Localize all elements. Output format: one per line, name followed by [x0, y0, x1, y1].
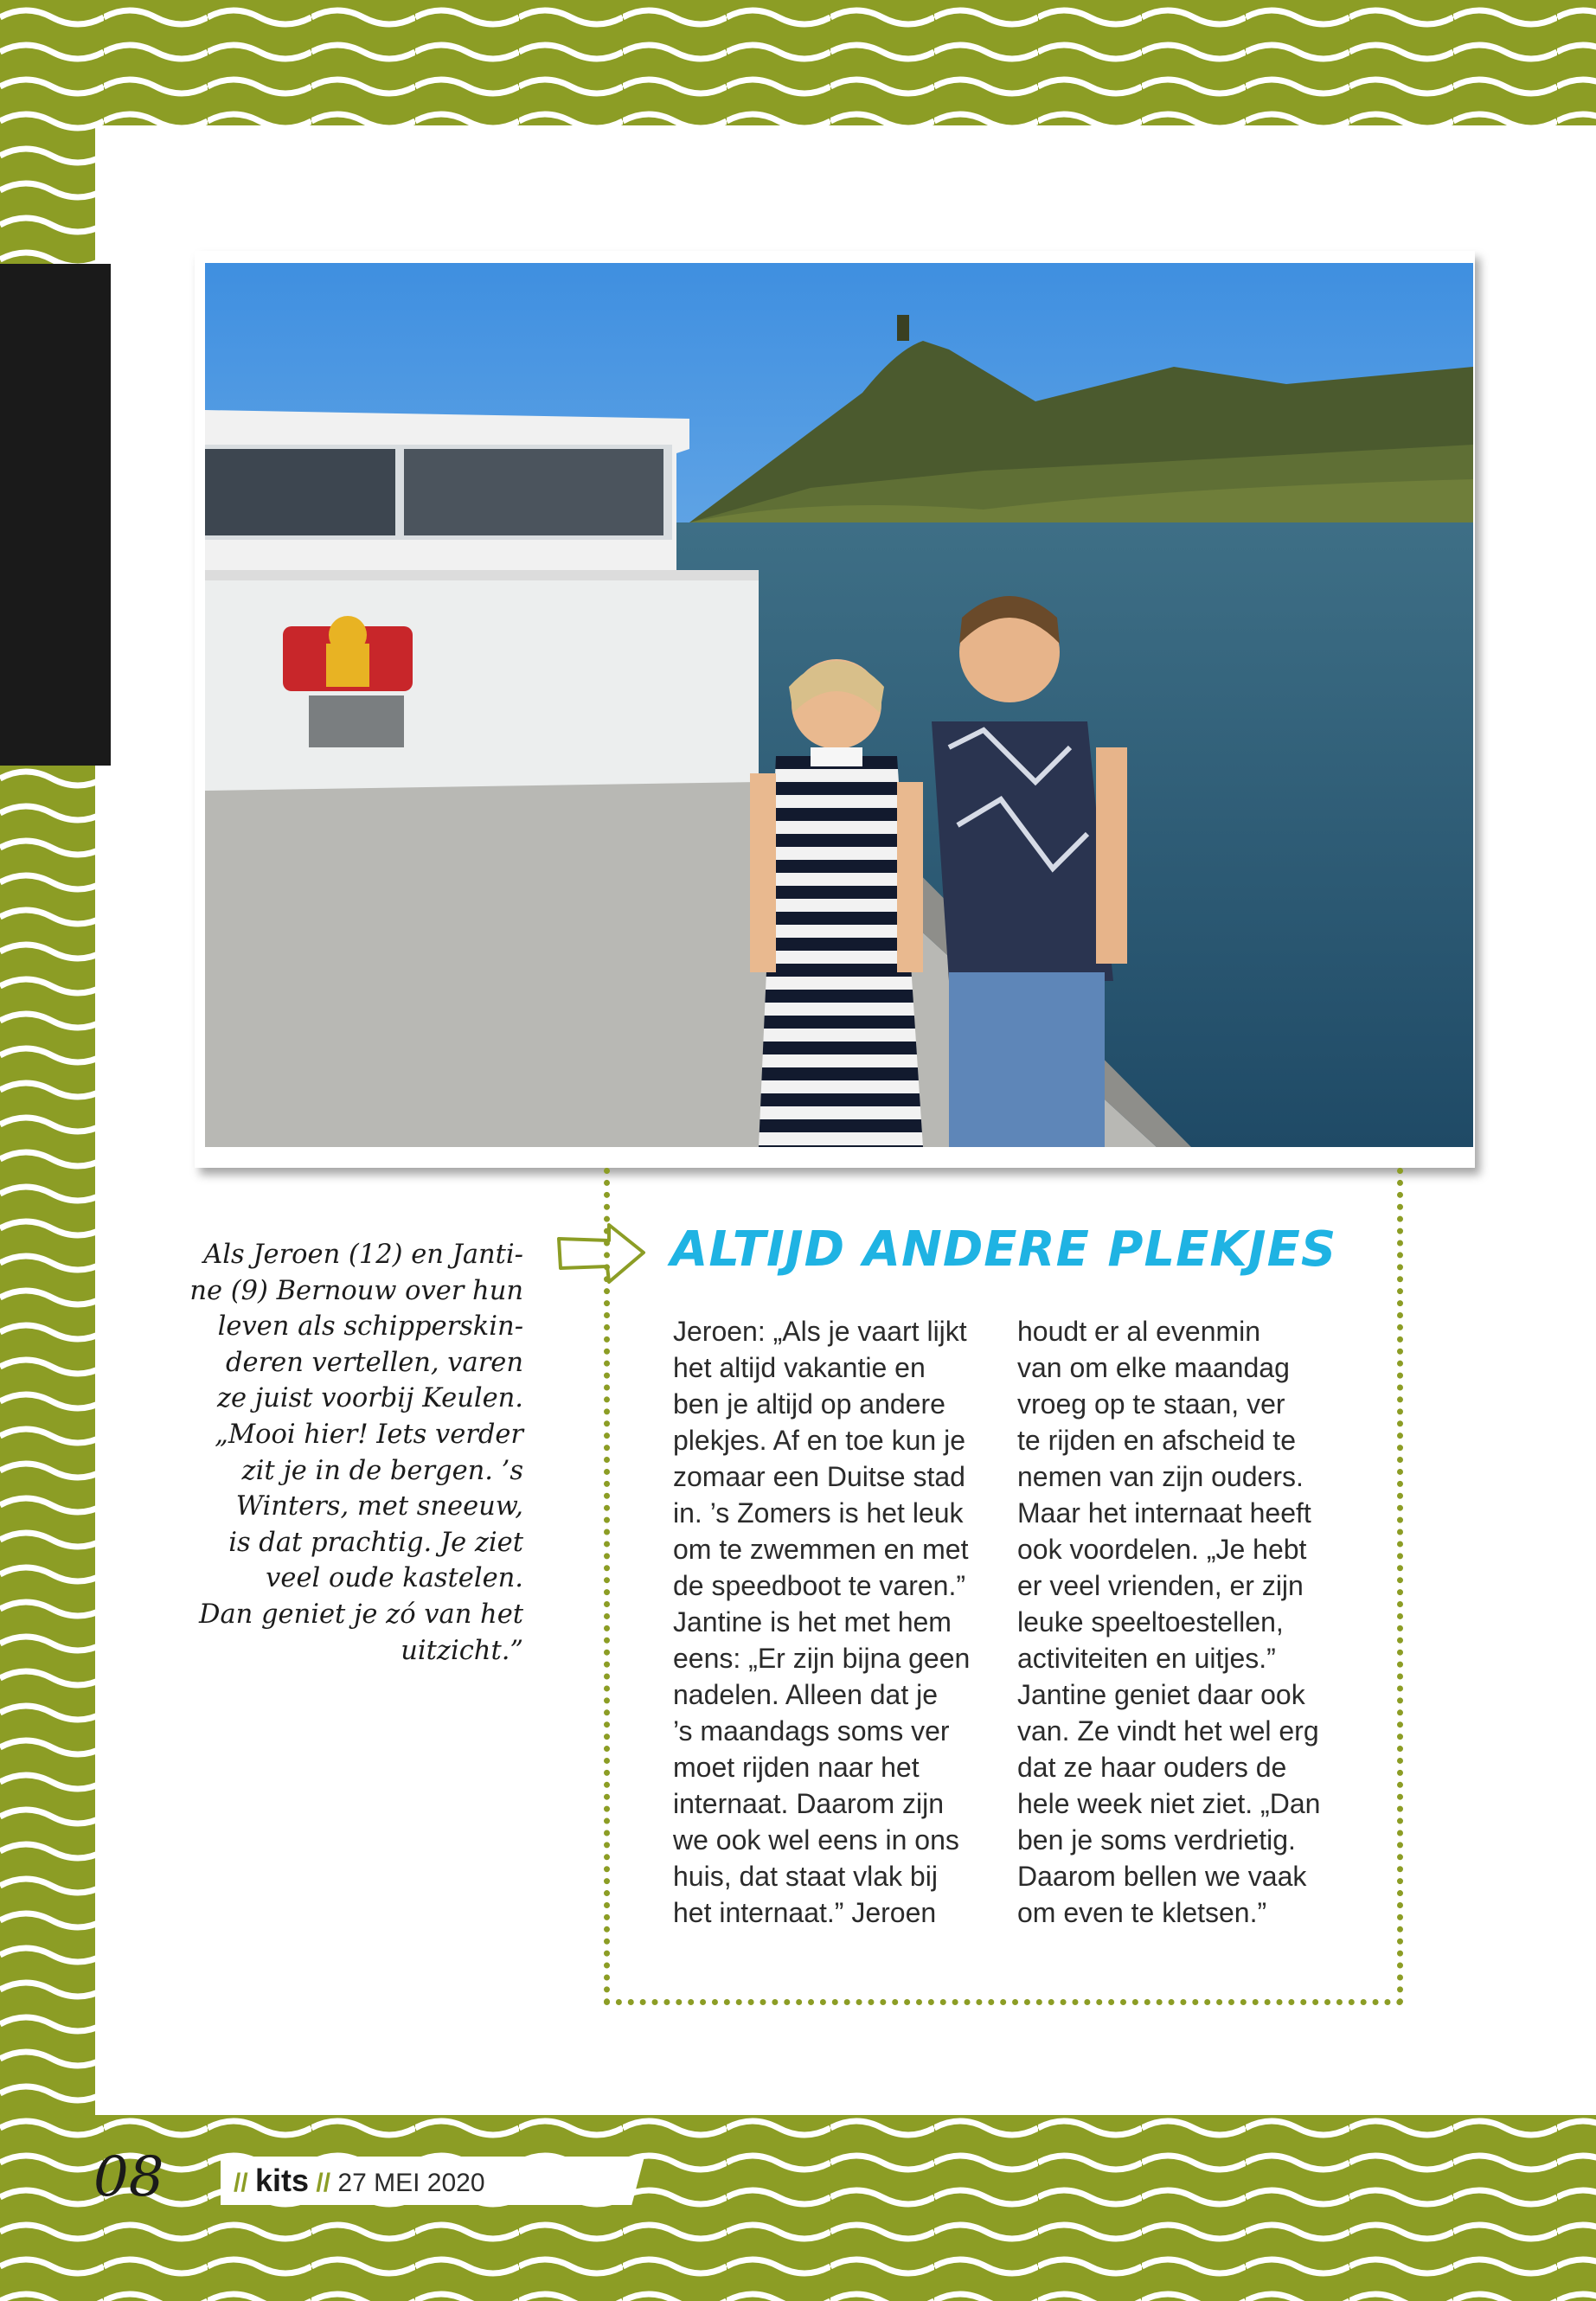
coat-of-arms-icon	[283, 616, 413, 691]
footer-date: 27 MEI 2020	[337, 2169, 485, 2197]
footer-brand: kits	[255, 2163, 310, 2198]
article-column-1: Jeroen: „Als je vaart lijkt het altijd vakantie en ben je altijd op andere plekjes. Af en toe kun je zomaar een Duitse stad in. ’s Zomers is het leuk om te zwemmen en met de speedboot te varen.” Jantine is het met hem eens: „Er zijn bijna geen nadelen. Alleen dat je ’s maandags soms ver moet rijden naar het internaat. Daarom zijn we ook wel eens in ons huis, dat staat vlak bij het internaat.” Jeroen	[673, 1316, 971, 1928]
photo-frame	[195, 251, 1475, 1168]
article-heading: ALTIJD ANDERE PLEKJES	[670, 1221, 1337, 1278]
footer-separator: //	[316, 2169, 331, 2197]
article-column-2: houdt er al evenmin van om elke maandag vroeg op te staan, ver te rijden en afscheid te nemen van zijn ouders. Maar het internaat heeft ook voordelen. „Je hebt er veel vrienden, er zijn leuke speeltoestellen, activiteiten en uitjes.” Jantine geniet daar ook van. Ze vindt het wel erg dat ze haar ouders de hele week niet ziet. „Dan ben je soms verdrietig. Daarom bellen we vaak om even te kletsen.”	[1017, 1316, 1321, 1928]
photo-children-on-ship	[205, 263, 1473, 1147]
black-side-tab	[0, 264, 111, 766]
footer-separator: //	[234, 2169, 248, 2197]
footer-issue-info	[234, 2163, 485, 2199]
intro-paragraph: Als Jeroen (12) en Janti- ne (9) Bernouw over hun leven als schipperskin- deren vertellen, varen ze juist voorbij Keulen. „Mooi hier! Iets verder zit je in de bergen. ’s Winters, met sneeuw, is dat prachtig. Je ziet veel oude kastelen. Dan geniet je zó van het uitzicht.”	[189, 1240, 523, 1666]
page-number: 08	[93, 2145, 164, 2209]
